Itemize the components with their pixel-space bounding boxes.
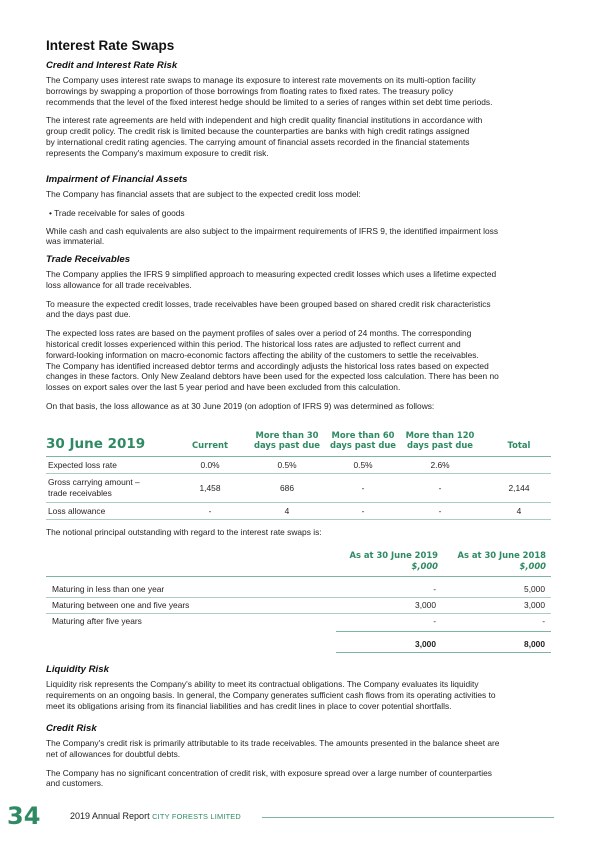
text-line: requirements on an ongoing basis. In general, the Company generates sufficient cash flows from its operating activities to [46,689,496,700]
total-top-rule [336,631,551,632]
impairment-para1: The Company has financial assets that are subject to the expected credit loss model: [46,189,361,199]
col-2019-header [336,550,438,572]
row-label: Loss allowance [48,506,106,516]
loss-allowance-table [46,428,551,520]
text-line: forward-looking information on macro-economic factors affecting the ability of the customers to settle the receivables. [46,349,479,360]
page-number: 34 [7,802,41,830]
impairment-para2 [46,226,556,248]
row-label: Expected loss rate [48,460,117,470]
credit-section [46,723,556,789]
col-120-days: More than 120 days past due [405,430,475,450]
text-line: recommends that the level of the fixed interest hedge should be limited to a series of ranges within set debt time periods. [46,96,493,107]
row-label: Maturing after five years [52,616,142,626]
row-label: Gross carrying amount – trade receivables [48,477,140,498]
text-line: loss allowance for all trade receivables. [46,279,192,290]
row-label: Maturing in less than one year [52,584,165,594]
loss-table-header [46,428,551,457]
trade-para2 [46,299,556,321]
cell: - [438,506,442,516]
table-row [46,613,551,629]
cell: - [208,506,212,516]
col-total: Total [507,440,531,450]
cell: 2,144 [508,483,530,493]
footer-rule [262,817,554,818]
footer-text [70,811,241,821]
cell: 4 [284,506,290,516]
total-bottom-rule [336,652,551,653]
text-line: While cash and cash equivalents are also subject to the impairment requirements of IFRS 9, the identified impairment loss [46,225,499,236]
text-line: historical credit losses experienced within this period. The historical loss rates are adjusted to reflect current and [46,338,461,349]
impairment-bullet-text: Trade receivable for sales of goods [54,207,185,218]
trade-para1 [46,269,556,291]
liquidity-title: Liquidity Risk [46,664,109,675]
credit-interest-title: Credit and Interest Rate Risk [46,60,178,71]
cell: 0.5% [277,460,297,470]
text-line: To measure the expected credit losses, trade receivables have been grouped based on shared credit risk characteristics [46,298,491,309]
credit-interest-section [46,60,556,159]
cell: - [361,506,365,516]
text-line: The Company has identified increased debtor terms and accordingly adjusts the historical loss rates based on expected [46,360,489,371]
text-line: by international credit rating agencies. The carrying amount of financial assets recorded in the financial statements [46,136,470,147]
text-line: meet its obligations arising from its financial liabilities and has credit lines in place to cover potential shortfalls. [46,700,452,711]
col-2019-unit: $,000 [411,561,438,571]
row-label: Maturing between one and five years [52,600,190,610]
trade-title: Trade Receivables [46,254,131,265]
col-2018-title: As at 30 June 2018 [457,550,546,560]
loss-table-year: 30 June 2019 [46,436,146,452]
col-2018-header [444,550,546,572]
text-line: The interest rate agreements are held with independent and high credit quality financial institutions in accordance with [46,115,483,126]
page-heading: Interest Rate Swaps [46,38,175,53]
credit-interest-para2 [46,115,556,158]
col-2019-title: As at 30 June 2019 [349,550,438,560]
text-line: group credit policy. The credit risk is limited because the counterparties are banks with high credit ratings assigned [46,126,470,137]
cell-2019: 3,000 [415,600,436,610]
cell-2019: - [433,584,436,594]
impairment-title: Impairment of Financial Assets [46,174,188,185]
text-line: The Company's credit risk is primarily attributable to its trade receivables. The amounts presented in the balance sheet are [46,738,500,748]
liquidity-para [46,679,556,711]
cell-2018: - [542,616,545,626]
col-current: Current [191,440,228,450]
cell-2018: 3,000 [524,600,545,610]
credit-interest-para1 [46,75,556,107]
text-line: net of allowances for doubtful debts. [46,748,181,759]
text-line: The Company has no significant concentration of credit risk, with exposure spread over a large number of counterparties [46,767,492,778]
total-2019: 3,000 [415,639,436,649]
cell: 2.6% [430,460,450,470]
cell: 1,458 [199,483,221,493]
credit-para2 [46,768,556,790]
text-line: The expected loss rates are based on the payment profiles of sales over a period of 24 months. The corresponding [46,328,472,339]
cell: 686 [280,483,294,493]
text-line: The Company uses interest rate swaps to manage its exposure to interest rate movements on its multi-option facility [46,75,476,85]
col-2018-unit: $,000 [519,561,546,571]
table-row [46,457,551,474]
cell-2019: - [433,616,436,626]
impairment-bullet: • Trade receivable for sales of goods [49,207,185,218]
text-line: was immaterial. [46,236,105,247]
text-line: represents the Company's maximum exposure to credit risk. [46,147,269,158]
cell-2018: 5,000 [524,584,545,594]
notional-intro: The notional principal outstanding with regard to the interest rate swaps is: [46,527,322,537]
text-line: Liquidity risk represents the Company's ability to meet its contractual obligations. The Company evaluates its liquidity [46,679,479,689]
cell: 4 [516,506,522,516]
col-30-days: More than 30 days past due [254,430,320,450]
col-60-days: More than 60 days past due [330,430,396,450]
total-2018: 8,000 [524,639,545,649]
trade-para4: On that basis, the loss allowance as at 30 June 2019 (on adoption of IFRS 9) was determined as follows: [46,400,435,411]
credit-para1 [46,738,556,760]
liquidity-section [46,664,556,711]
impairment-section [46,174,556,247]
footer-report: 2019 Annual Report [70,811,150,821]
footer-company: CITY FORESTS LIMITED [152,812,241,821]
text-line: and the days past due. [46,309,131,320]
text-line: The Company applies the IFRS 9 simplified approach to measuring expected credit losses which uses a lifetime expected [46,269,497,279]
credit-title: Credit Risk [46,723,97,734]
table-row [46,474,551,503]
text-line: changes in these factors. Only New Zealand debtors have been used for the expected loss calculation. There has been no [46,371,499,382]
trade-section [46,254,556,412]
table-row [46,503,551,520]
cell: 0.0% [200,460,220,470]
trade-para3 [46,328,556,393]
table-row [46,597,551,614]
text-line: borrowings by swapping a proportion of those borrowings from floating rates to fixed rates. The treasury policy [46,85,454,96]
swap-header-rule [46,576,551,577]
cell: - [438,483,442,493]
cell: 0.5% [353,460,373,470]
text-line: and customers. [46,778,104,789]
text-line: losses on export sales over the last 5 year period and have been excluded from this calculation. [46,382,401,393]
cell: - [361,483,365,493]
table-row [46,581,551,598]
